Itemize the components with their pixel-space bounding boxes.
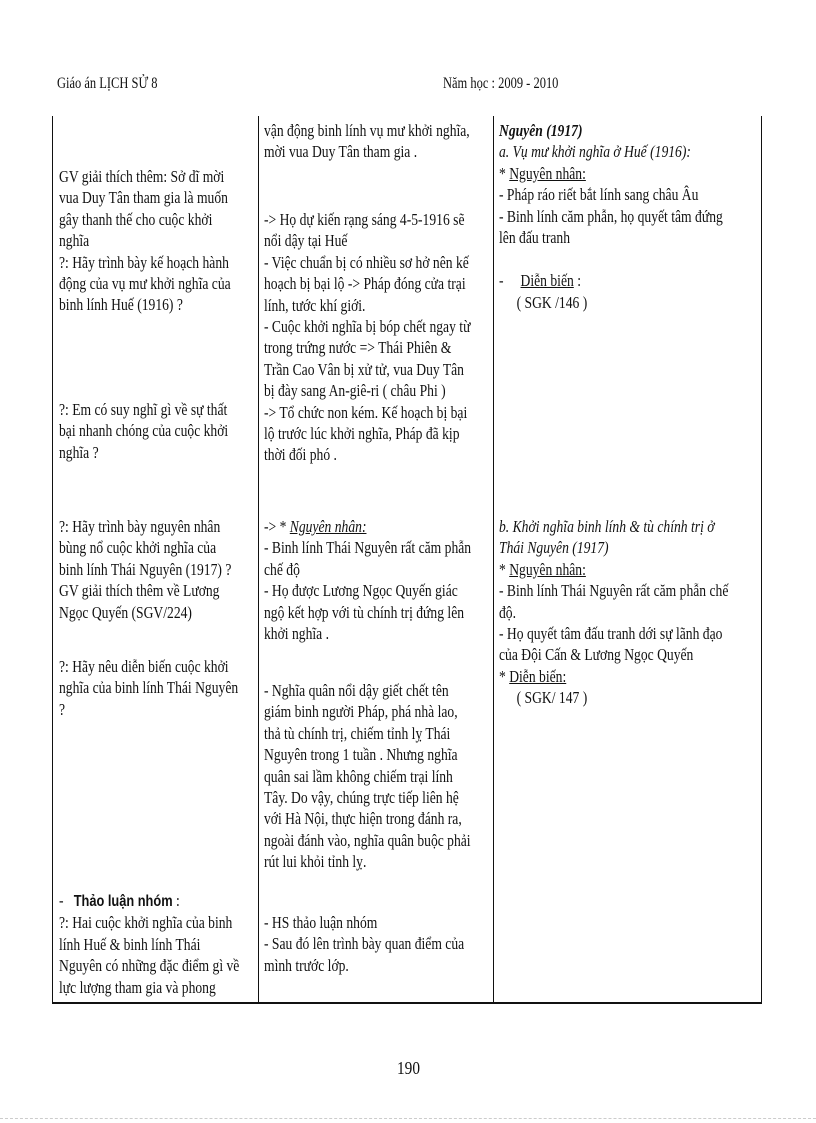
text-line: - HS thảo luận nhóm	[264, 913, 378, 932]
col1-block-discussion	[59, 890, 255, 998]
text-line: GV giải thích thêm về Lương	[59, 581, 220, 601]
text-line: - Họ quyết tâm đấu tranh dới sự lãnh đạo	[499, 624, 723, 644]
text-line: bùng nổ cuộc khởi nghĩa của	[59, 538, 217, 558]
page-number: 190	[396, 1058, 420, 1078]
text-line: Ngọc Quyến (SGV/224)	[59, 602, 192, 622]
cause-heading: -> * Nguyên nhân:	[264, 517, 367, 536]
text-line: - Binh lính Thái Nguyên rất căm phẫn chế	[499, 581, 729, 601]
text-line: ?: Hãy nêu diễn biến cuộc khởi	[59, 657, 229, 676]
column-divider-2	[493, 116, 494, 1002]
section-heading: Nguyên (1917)	[499, 121, 583, 140]
text-line: động của vụ mư khởi nghĩa của	[59, 274, 231, 294]
text-line: nghĩa	[59, 231, 90, 251]
text-line: vận động binh lính vụ mư khởi nghĩa,	[264, 121, 470, 140]
text-line: lính, tước khí giới.	[264, 295, 366, 315]
cause-a-heading: * Nguyên nhân:	[499, 163, 586, 183]
text-line: ngộ kết hợp với tù chính trị đứng lên	[264, 602, 465, 622]
page-edge-line	[0, 1118, 816, 1119]
text-line: hoạch bị bại lộ -> Pháp đóng cửa trại	[264, 274, 466, 294]
text-line: - Binh lính Thái Nguyên rất căm phẫn	[264, 538, 472, 558]
text-line: quân sai lầm không chiếm trại lính	[264, 766, 453, 786]
subsection-b-title-cont: Thái Nguyên (1917)	[499, 538, 609, 558]
text-line: ?: Hãy trình bày nguyên nhân	[59, 517, 221, 536]
col3-block-hue	[499, 120, 757, 313]
text-line: bại nhanh chóng của cuộc khởi	[59, 421, 229, 441]
text-line: ?: Hãy trình bày kế hoạch hành	[59, 252, 229, 272]
col2-block-cause	[264, 516, 492, 644]
events-b-ref: ( SGK/ 147 )	[516, 688, 588, 708]
subsection-b-title: b. Khởi nghĩa binh lính & tù chính trị ở	[499, 517, 715, 536]
text-line: ?	[59, 699, 66, 719]
lesson-table	[52, 116, 762, 1004]
col2-block-discussion	[264, 912, 492, 976]
text-line: Tây. Do vậy, chúng trực tiếp liên hệ	[264, 788, 459, 808]
text-line: - Pháp ráo riết bắt lính sang châu Âu	[499, 185, 699, 205]
text-line: của Đội Cấn & Lương Ngọc Quyến	[499, 645, 694, 665]
text-line: lên đấu tranh	[499, 228, 570, 248]
text-line: nghĩa ?	[59, 442, 99, 462]
events-a-heading: - Diễn biến :	[499, 271, 581, 291]
header-right: Năm học : 2009 - 2010	[443, 75, 559, 92]
col1-block-question-cause	[59, 516, 255, 623]
col2-block-intro	[264, 120, 492, 163]
text-line: gây thanh thế cho cuộc khởi	[59, 209, 213, 229]
text-line: thời đối phó .	[264, 445, 337, 465]
column-divider-1	[258, 116, 259, 1002]
text-line: Nguyên trong 1 tuần . Nhưng nghĩa	[264, 745, 458, 765]
col3-block-thai-nguyen	[499, 516, 757, 709]
text-line: - Binh lính căm phẫn, họ quyết tâm đứng	[499, 206, 723, 226]
text-line: - Cuộc khởi nghĩa bị bóp chết ngay từ	[264, 317, 471, 337]
events-a-ref: ( SGK /146 )	[516, 292, 588, 312]
text-line: nghĩa của binh lính Thái Nguyên	[59, 678, 239, 698]
text-line: binh lính Huế (1916) ?	[59, 295, 183, 315]
text-line: khởi nghĩa .	[264, 624, 329, 644]
text-line: - Việc chuẩn bị có nhiều sơ hở nên kế	[264, 252, 469, 272]
text-line: trong trứng nước => Thái Phiên &	[264, 338, 452, 358]
text-line: - Sau đó lên trình bày quan điểm của	[264, 934, 465, 954]
text-line: giám binh người Pháp, phá nhà lao,	[264, 702, 458, 722]
discussion-title: - Thảo luận nhóm :	[59, 891, 180, 910]
text-line: lộ trước lúc khởi nghĩa, Pháp đã kịp	[264, 424, 460, 444]
subsection-a-title: a. Vụ mư khởi nghĩa ở Huế (1916):	[499, 142, 691, 162]
text-line: vua Duy Tân tham gia là muốn	[59, 188, 228, 208]
text-line: độ.	[499, 602, 516, 622]
text-line: binh lính Thái Nguyên (1917) ?	[59, 559, 232, 579]
text-line: với Hà Nội, thực hiện trong đánh ra,	[264, 809, 462, 829]
text-line: lực lượng tham gia và phong	[59, 977, 216, 997]
header-left: Giáo án LỊCH SỬ 8	[57, 75, 158, 92]
text-line: ?: Em có suy nghĩ gì về sự thất	[59, 400, 228, 419]
text-line: nổi dậy tại Huế	[264, 231, 348, 251]
text-line: mình trước lớp.	[264, 955, 349, 975]
text-line: Nguyên có những đặc điểm gì về	[59, 956, 240, 976]
text-line: thả tù chính trị, chiếm tỉnh lỵ Thái	[264, 723, 451, 743]
text-line: ngoài đánh vào, nghĩa quân buộc phải	[264, 830, 471, 850]
text-line: chế độ	[264, 559, 300, 579]
text-line: rút lui khỏi tỉnh lỵ.	[264, 852, 367, 872]
cause-b-heading: * Nguyên nhân:	[499, 559, 586, 579]
col1-block-explain	[59, 166, 255, 316]
col1-block-question-failure	[59, 399, 255, 463]
text-line: lính Huế & binh lính Thái	[59, 934, 201, 954]
text-line: - Họ được Lương Ngọc Quyến giác	[264, 581, 458, 601]
text-line: -> Họ dự kiến rạng sáng 4-5-1916 sẽ	[264, 210, 465, 229]
col2-block-events	[264, 680, 492, 873]
text-line: -> Tổ chức non kém. Kế hoạch bị bại	[264, 402, 468, 422]
text-line: GV giải thích thêm: Sở dĩ mời	[59, 167, 225, 186]
col2-block-plan	[264, 209, 492, 466]
text-line: mời vua Duy Tân tham gia .	[264, 142, 418, 162]
text-line: bị đày sang An-giê-ri ( châu Phi )	[264, 381, 446, 401]
text-line: ?: Hai cuộc khởi nghĩa của binh	[59, 913, 233, 933]
text-line: Trần Cao Vân bị xử tử, vua Duy Tân	[264, 359, 464, 379]
text-line: - Nghĩa quân nổi dậy giết chết tên	[264, 681, 449, 700]
col1-block-question-events	[59, 656, 255, 720]
events-b-heading: * Diễn biến:	[499, 666, 567, 686]
